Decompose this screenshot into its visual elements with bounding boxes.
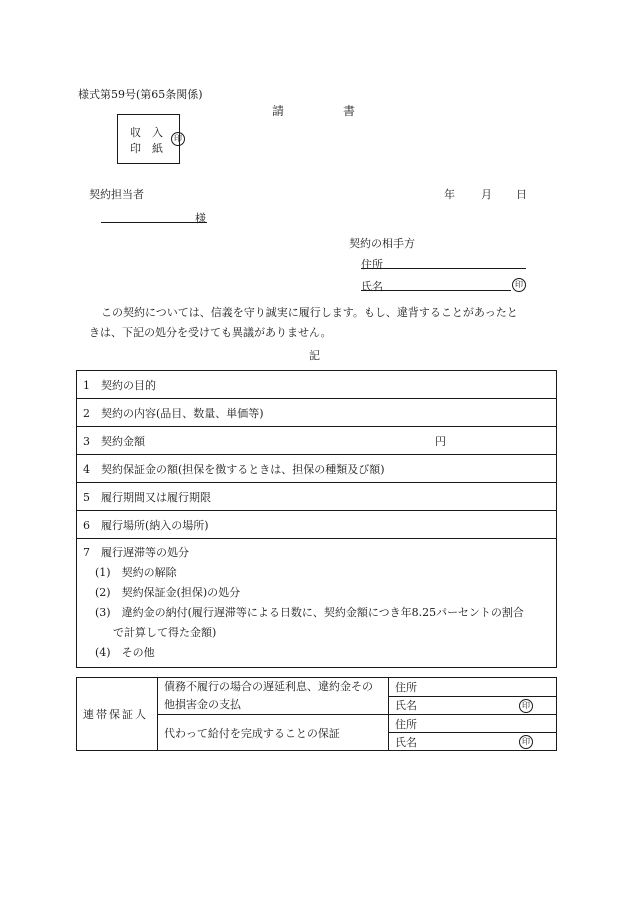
seal-icon: 印	[519, 699, 533, 713]
addressee-label: 契約担当者	[89, 188, 144, 201]
sub-item-2: (2) 契約保証金(担保)の処分	[95, 586, 241, 599]
seal-icon: 印	[519, 735, 533, 749]
date-year: 年	[444, 188, 455, 201]
stamp-line-1: 収入	[130, 126, 174, 139]
form-number: 様式第59号(第65条関係)	[78, 88, 203, 101]
item-content: 2 契約の内容(品目、数量、単価等)	[77, 399, 557, 427]
table-row	[77, 399, 557, 427]
guarantor-name-label-2: 氏名	[395, 735, 417, 749]
body-text-line-1: この契約については、信義を守り誠実に履行します。もし、違背することがあったと	[101, 306, 518, 319]
sub-item-3-cont: で計算して得た金額)	[113, 626, 217, 639]
date-month: 月	[481, 188, 492, 201]
item-purpose: 1 契約の目的	[77, 371, 557, 399]
counterparty-label: 契約の相手方	[349, 237, 415, 250]
item-period: 5 履行期間又は履行期限	[77, 483, 557, 511]
item-amount-cell	[77, 427, 557, 455]
stamp-line-2: 印紙	[130, 142, 174, 155]
counterparty-name-line[interactable]	[361, 290, 511, 291]
counterparty-seal	[512, 277, 526, 292]
sub-item-3: (3) 違約金の納付(履行遅滞等による日数に、契約金額につき年8.25パーセントの割合	[95, 606, 524, 619]
table-row	[77, 678, 557, 697]
table-row	[77, 427, 557, 455]
sub-item-4: (4) その他	[95, 646, 155, 659]
item-place: 6 履行場所(納入の場所)	[77, 511, 557, 539]
guarantor-desc-2: 代わって給付を完成することの保証	[158, 715, 389, 751]
honorific: 様	[195, 212, 206, 225]
sub-item-1: (1) 契約の解除	[95, 566, 177, 579]
item-amount: 3 契約金額	[83, 434, 145, 448]
guarantor-name-cell-2[interactable]	[389, 733, 557, 751]
guarantor-address-label-1[interactable]: 住所	[389, 678, 557, 697]
title-char-1: 請	[272, 104, 285, 118]
guarantor-table	[76, 677, 557, 751]
item-penalty-cell	[77, 539, 557, 668]
table-row	[77, 483, 557, 511]
seal-icon: 印	[171, 132, 185, 146]
amount-unit: 円	[435, 435, 446, 448]
guarantor-desc-1: 債務不履行の場合の遅延利息、違約金その他損害金の支払	[158, 678, 389, 715]
guarantor-name-cell-1[interactable]	[389, 696, 557, 715]
items-table	[76, 370, 557, 668]
addressee-name-line[interactable]	[101, 222, 207, 223]
counterparty-address-line[interactable]	[361, 268, 526, 269]
seal-icon: 印	[512, 278, 526, 292]
body-text-line-2: きは、下記の処分を受けても異議がありません。	[89, 326, 332, 339]
date-day: 日	[516, 188, 527, 201]
title-char-2: 書	[343, 104, 356, 118]
counterparty-name-label: 氏名	[361, 280, 383, 293]
item-penalty: 7 履行遅滞等の処分	[83, 546, 189, 559]
counterparty-address-label: 住所	[361, 258, 383, 271]
guarantor-label: 連帯保証人	[77, 678, 158, 751]
guarantor-name-label-1: 氏名	[395, 699, 417, 713]
table-row	[77, 371, 557, 399]
table-row	[77, 455, 557, 483]
guarantor-address-label-2[interactable]: 住所	[389, 715, 557, 733]
item-deposit: 4 契約保証金の額(担保を徴するときは、担保の種類及び額)	[77, 455, 557, 483]
table-row	[77, 511, 557, 539]
stamp-seal	[171, 131, 185, 146]
ki-heading: 記	[309, 349, 320, 362]
table-row	[77, 539, 557, 668]
